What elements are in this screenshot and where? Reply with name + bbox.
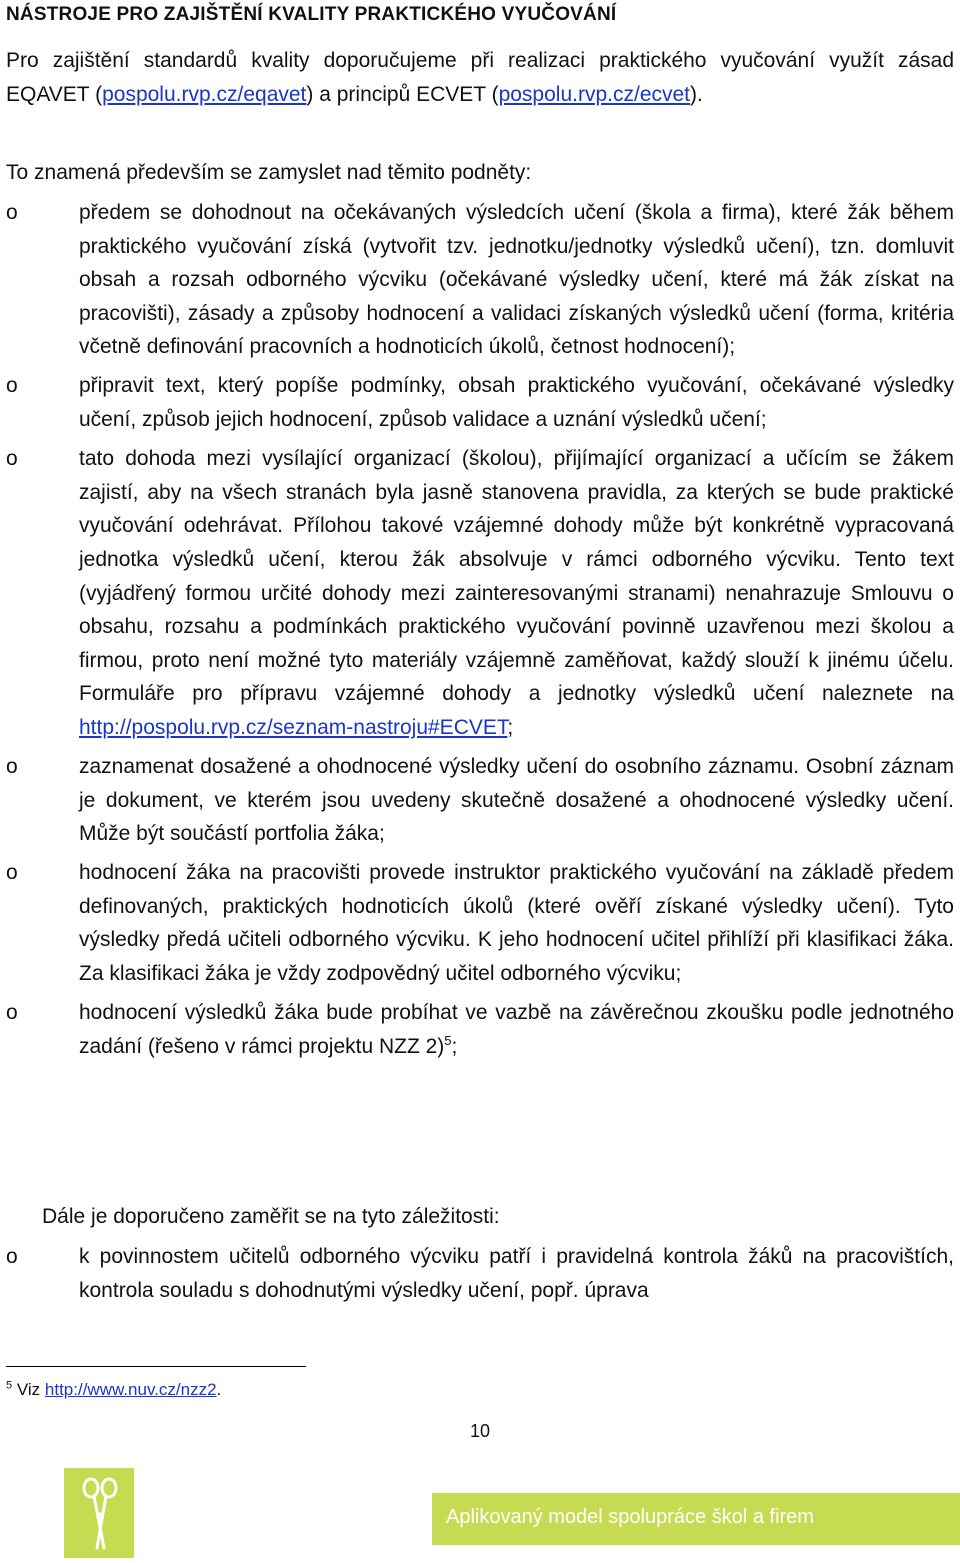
intro-text-2: ) a principů ECVET ( [306,82,499,106]
list-item [6,856,954,990]
footnote-number: 5 [6,1379,13,1392]
list-item-suffix: ; [507,715,514,739]
footnote-text: Viz [12,1380,45,1399]
list-item-suffix: ; [451,1034,458,1058]
eqavet-link[interactable]: pospolu.rvp.cz/eqavet [102,82,307,106]
footnote [6,1380,221,1400]
list-item-text: předem se dohodnout na očekávaných výsledcích učení (škola a firma), které žák během praktického vyučování získá (vytvořit tzv. jednotku/jednotky výsledků učení), tzn. domluvit obsah a rozsah odborného výcviku (očekávané výsledky učení, které má žák získat na pracovišti), zásady a způsoby hodnocení a validaci získaných výsledků učení (forma, kritéria včetně definování pracovních a hodnoticích úkolů, četnost hodnocení); [79,201,954,359]
page-number: 10 [469,1421,491,1441]
bullet-marker: o [6,201,18,224]
bullet-marker: o [6,1001,18,1025]
bullet-marker: o [6,861,18,885]
list-item-text: zaznamenat dosažené a ohodnocené výsledky učení do osobního záznamu. Osobní záznam je dokument, ve kterém jsou uvedeny skutečně dosažené a ohodnocené výsledky učení. Může být součástí portfolia žáka; [79,755,954,846]
footnote-reference: 5 [444,1032,452,1048]
footnote-suffix: . [216,1380,222,1399]
page-heading: NÁSTROJE PRO ZAJIŠTĚNÍ KVALITY PRAKTICKÉHO VYUČOVÁNÍ [6,4,617,25]
bullet-marker: o [6,447,18,471]
list-item [6,750,954,851]
scissors-logo [64,1468,134,1558]
to-znamena-line: To znamená především se zamyslet nad těmito podněty: [6,161,532,184]
list-item [6,1240,954,1307]
list-item [6,196,954,364]
list-item-text: tato dohoda mezi vysílající organizací (školou), přijímající organizací a učícím se žákem zajistí, aby na všech stranách byla jasně stanovena pravidla, za kterých se bude praktické vyučování odehrávat. Přílohou takové vzájemné dohody může být konkrétně vypracovaná jednotka výsledků učení, kterou žák absolvuje v rámci odborného výcviku. Tento text (vyjádřený formou určité dohody mezi zainteresovanými stranami) nenahrazuje Smlouvu o obsahu, rozsahu a podmínkách praktického vyučování povinně uzavřenou mezi školou a firmou, proto není možné tyto materiály vzájemně zaměňovat, každý slouží k jinému účelu. Formuláře pro přípravu vzájemné dohody a jednotky výsledků učení naleznete na [79,447,954,706]
list-item-text: hodnocení výsledků žáka bude probíhat ve vazbě na závěrečnou zkoušku podle jednotného zadání (řešeno v rámci projektu NZZ 2) [79,1001,954,1058]
recommendations-list [6,196,954,1069]
list-item-text: k povinnostem učitelů odborného výcviku patří i pravidelná kontrola žáků na pracovištích, kontrola souladu s dohodnutými výsledky učení, popř. úprava [79,1245,954,1302]
list-item-text: hodnocení žáka na pracovišti provede instruktor praktického vyučování na základě předem definovaných, praktických hodnoticích úkolů (které ověří získané výsledky učení). Tyto výsledky předá učiteli odborného výcviku. K jeho hodnocení učitel přihlíží při klasifikaci žáka. Za klasifikaci žáka je vždy zodpovědný učitel odborného výcviku; [79,861,954,986]
bullet-marker: o [6,1245,18,1268]
intro-text-1: Pro zajištění standardů kvality doporučujeme při realizaci praktického vyučování využít zásad EQAVET ( [6,49,954,106]
ecvet-link[interactable]: pospolu.rvp.cz/ecvet [498,82,691,106]
further-list [6,1240,954,1307]
scissors-icon [64,1468,134,1558]
list-item [6,442,954,744]
dale-line: Dále je doporučeno zaměřit se na tyto záležitosti: [42,1205,500,1228]
footer-banner [432,1493,960,1545]
nuv-link[interactable]: http://www.nuv.cz/nzz2 [44,1380,217,1399]
seznam-nastroju-link[interactable]: http://pospolu.rvp.cz/seznam-nastroju#ECVET [79,715,508,739]
bullet-marker: o [6,755,18,778]
list-item [6,369,954,436]
intro-text-3: ). [690,82,703,106]
list-item-text: připravit text, který popíše podmínky, obsah praktického vyučování, očekávané výsledky učení, způsob jejich hodnocení, způsob validace a uznání výsledků učení; [79,374,954,432]
bullet-marker: o [6,374,18,398]
banner-text: Aplikovaný model spolupráce škol a firem [446,1506,814,1528]
footnote-separator [6,1366,306,1367]
intro-paragraph [6,44,954,111]
list-item [6,996,954,1063]
